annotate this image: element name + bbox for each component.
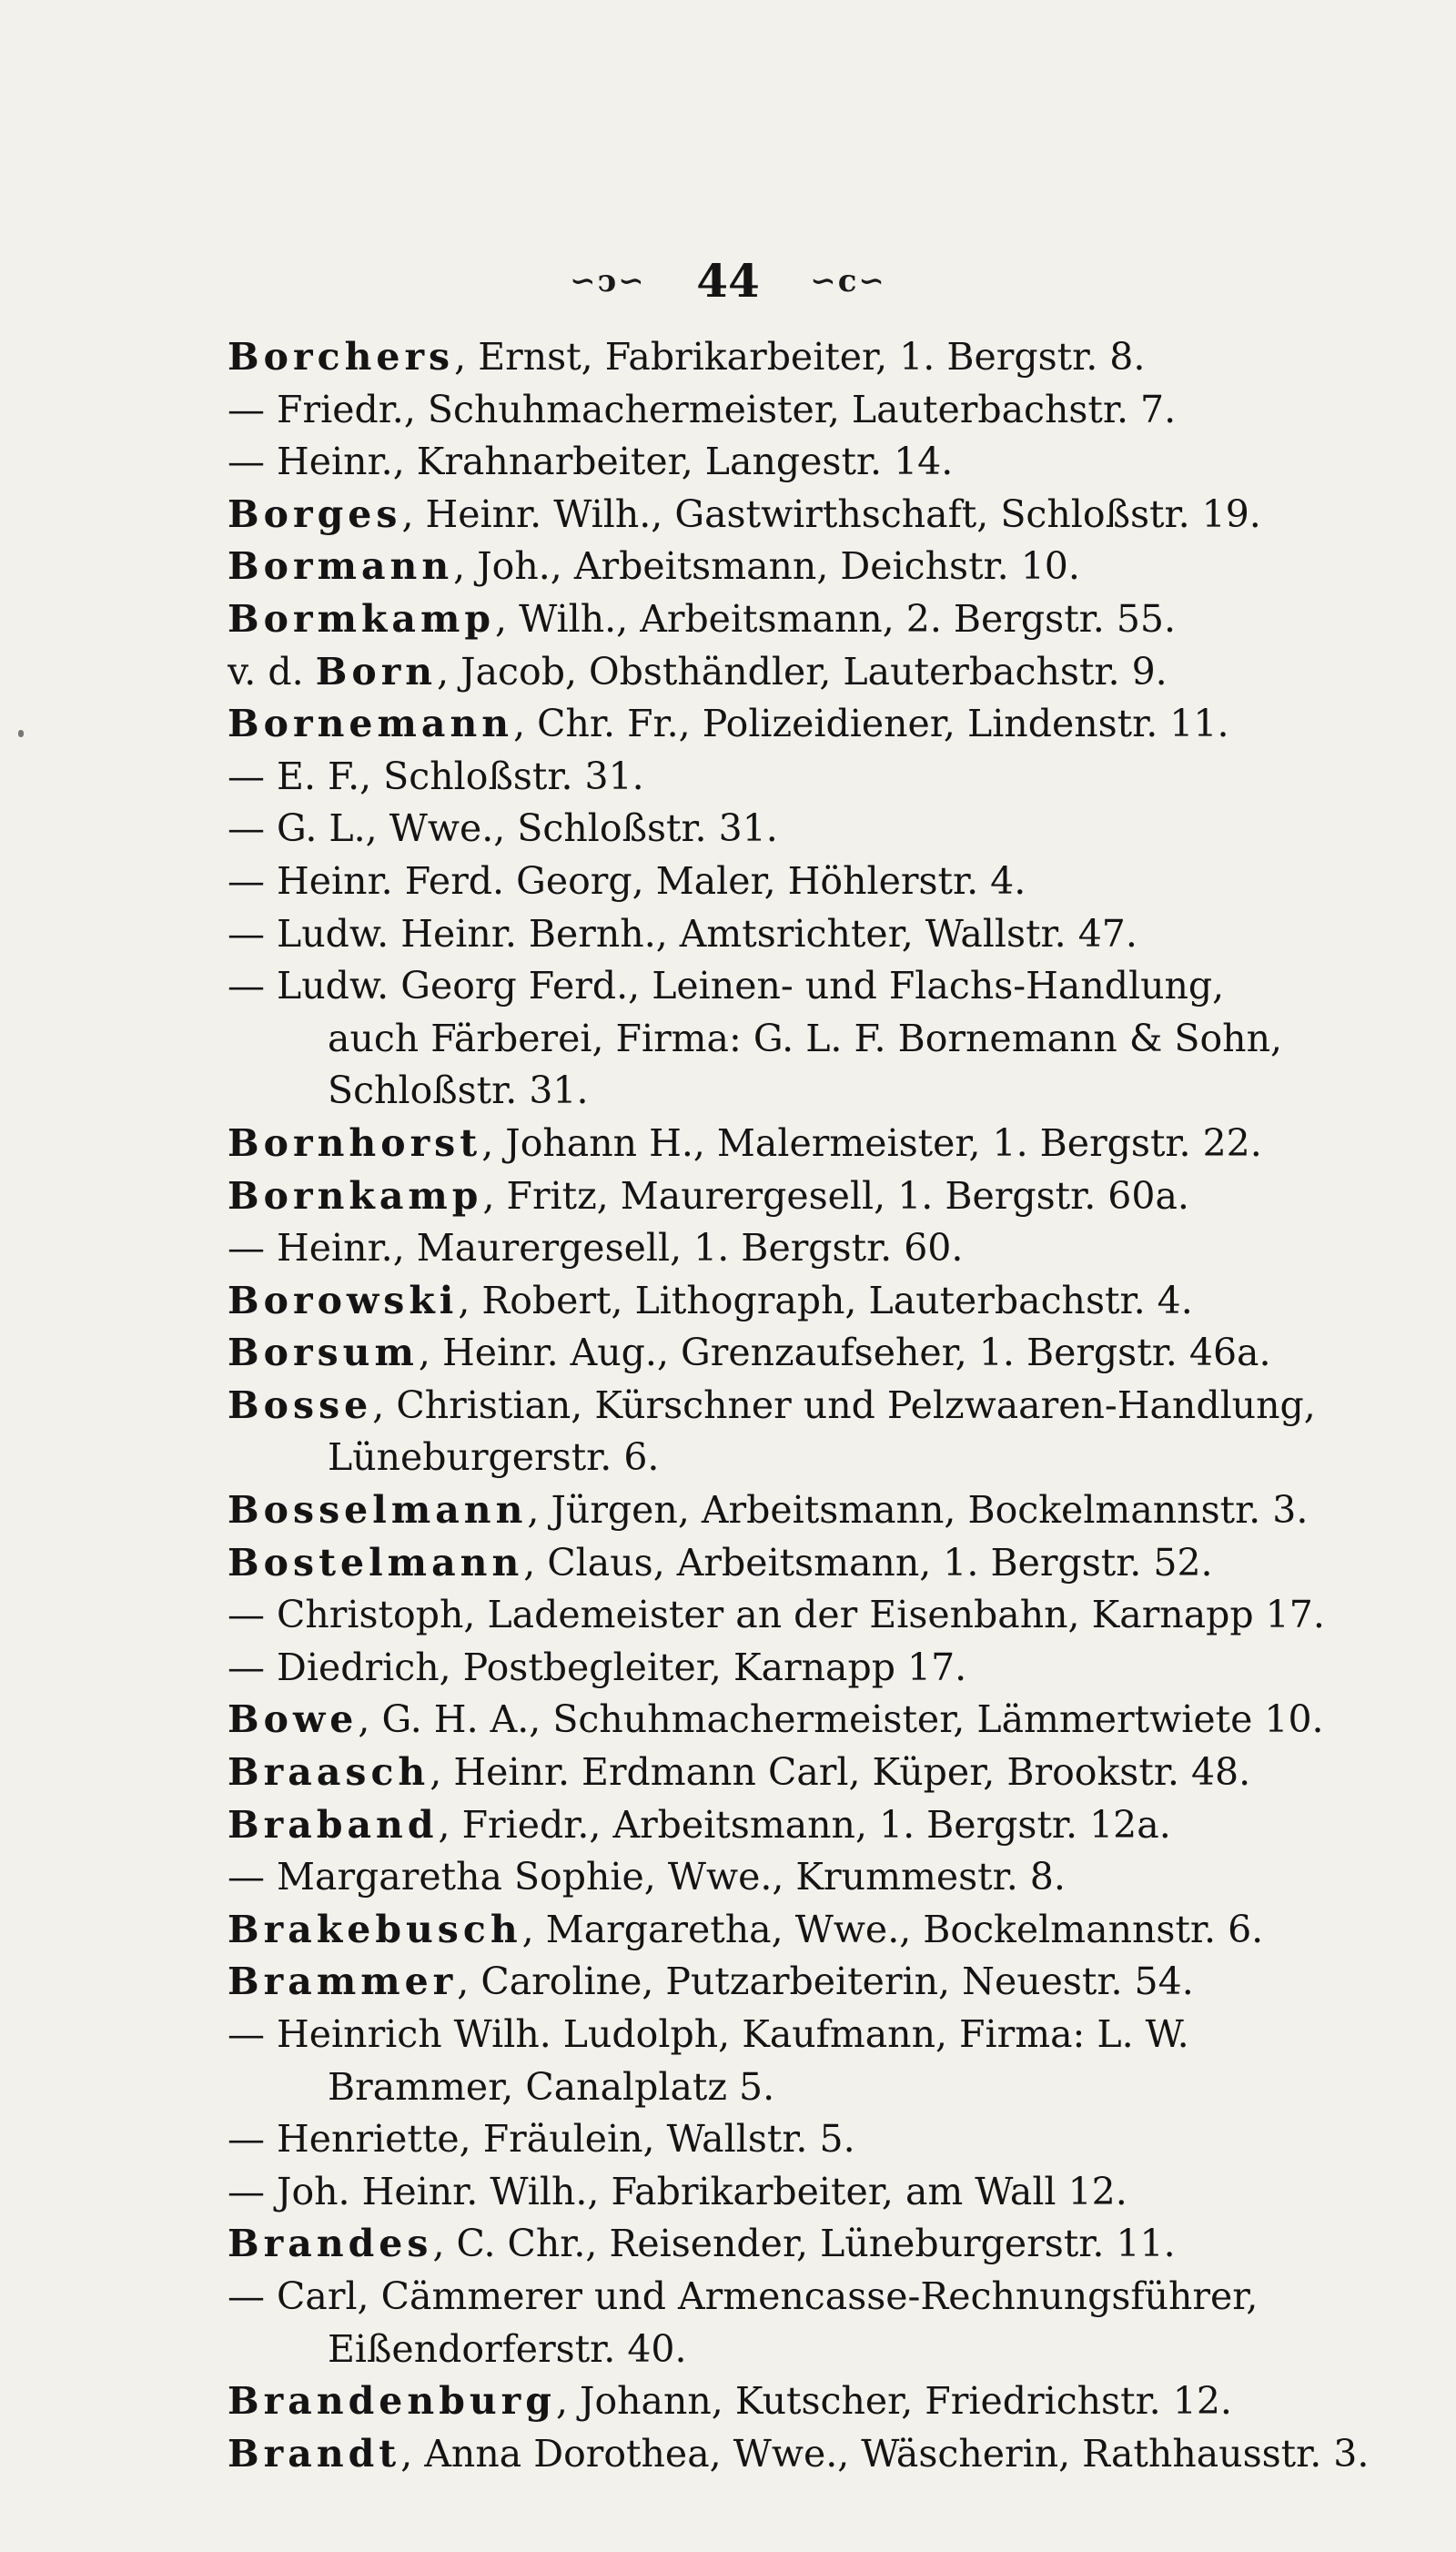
entry-line: [228, 384, 1374, 437]
entry-line: [228, 2009, 1374, 2061]
entry-surname: Borchers: [228, 335, 455, 379]
entry-details: — Diedrich, Postbegleiter, Karnapp 17.: [228, 1645, 967, 1689]
left-ornament: ∽ↄ∽: [570, 263, 646, 299]
entry-details: — E. F., Schloßstr. 31.: [228, 754, 644, 798]
entry-details: — Heinr. Ferd. Georg, Maler, Höhlerstr. 4.: [228, 858, 1026, 903]
entry-line: [228, 1851, 1374, 1904]
entry-line: [228, 1275, 1374, 1328]
entry-details: — Carl, Cämmerer und Armencasse-Rechnungsführer,: [228, 2274, 1259, 2318]
entry-surname: Braband: [228, 1802, 439, 1847]
entry-details: , Caroline, Putzarbeiterin, Neuestr. 54.: [457, 1960, 1194, 2004]
entry-details: , Jacob, Obsthändler, Lauterbachstr. 9.: [437, 649, 1168, 694]
entry-line: [228, 436, 1374, 489]
entry-surname: Brandenburg: [228, 2379, 556, 2424]
entry-details: , Johann H., Malermeister, 1. Bergstr. 22.: [481, 1120, 1262, 1165]
entry-line: [228, 2218, 1374, 2271]
entry-details: , Joh., Arbeitsmann, Deichstr. 10.: [453, 544, 1080, 589]
entry-details: , Ernst, Fabrikarbeiter, 1. Bergstr. 8.: [454, 335, 1146, 379]
entry-line: [228, 803, 1374, 856]
entry-line: [228, 1799, 1374, 1852]
entry-details: — Heinr., Maurergesell, 1. Bergstr. 60.: [228, 1226, 964, 1271]
entry-details: , Claus, Arbeitsmann, 1. Bergstr. 52.: [523, 1540, 1213, 1585]
entry-surname: Braasch: [228, 1750, 430, 1795]
entry-details: , Anna Dorothea, Wwe., Wäscherin, Rathhausstr. 3.: [400, 2431, 1370, 2476]
entry-line: [228, 1956, 1374, 2009]
entry-line: [228, 1380, 1374, 1433]
entry-continuation-line: [228, 1432, 1374, 1484]
entry-surname: Borges: [228, 491, 402, 536]
entry-details: — G. L., Wwe., Schloßstr. 31.: [228, 806, 778, 851]
entry-line: [228, 1589, 1374, 1642]
page-header: [0, 246, 1456, 313]
entry-details: auch Färberei, Firma: G. L. F. Bornemann & Sohn,: [328, 1016, 1283, 1060]
entry-line: [228, 2271, 1374, 2324]
entry-line: [228, 331, 1374, 384]
entry-continuation-line: [228, 1013, 1374, 1066]
entry-line: [228, 2375, 1374, 2428]
entry-continuation-line: [228, 2324, 1374, 2376]
entry-surname: Bosselmann: [228, 1488, 528, 1533]
entry-line: [228, 960, 1374, 1013]
entry-details: , G. H. A., Schuhmachermeister, Lämmertwiete 10.: [358, 1697, 1324, 1742]
entry-details: , Robert, Lithograph, Lauterbachstr. 4.: [458, 1278, 1193, 1322]
entry-surname: Bowe: [228, 1697, 359, 1742]
entry-line: [228, 2166, 1374, 2219]
entry-line: [228, 1484, 1374, 1537]
entry-details: — Heinr., Krahnarbeiter, Langestr. 14.: [228, 440, 954, 484]
entry-line: [228, 2113, 1374, 2166]
entry-details: , Friedr., Arbeitsmann, 1. Bergstr. 12a.: [438, 1802, 1171, 1847]
entry-details: , Wilh., Arbeitsmann, 2. Bergstr. 55.: [495, 596, 1177, 641]
entry-surname: Born: [315, 649, 438, 694]
entry-details: Lüneburgerstr. 6.: [328, 1435, 660, 1480]
entry-details: Schloßstr. 31.: [328, 1068, 589, 1113]
entry-details: , Christian, Kürschner und Pelzwaaren-Handlung,: [372, 1382, 1316, 1427]
entry-line: [228, 856, 1374, 908]
entry-line: [228, 1537, 1374, 1590]
entry-surname: Bosse: [228, 1382, 373, 1427]
entry-details: , Margaretha, Wwe., Bockelmannstr. 6.: [521, 1907, 1264, 1951]
entry-surname: Brandes: [228, 2222, 433, 2266]
entry-continuation-line: [228, 1065, 1374, 1118]
entry-surname: Brandt: [228, 2431, 401, 2476]
entry-line: [228, 1170, 1374, 1223]
entry-surname: Borowski: [228, 1278, 459, 1322]
entry-line: [228, 751, 1374, 804]
entry-surname: Brammer: [228, 1960, 458, 2004]
entry-line: [228, 908, 1374, 961]
entry-line: [228, 593, 1374, 646]
entry-details: — Henriette, Fräulein, Wallstr. 5.: [228, 2117, 855, 2162]
entry-details: , Johann, Kutscher, Friedrichstr. 12.: [555, 2379, 1232, 2424]
entry-line: [228, 1747, 1374, 1799]
entry-prefix: v. d.: [228, 649, 316, 694]
entry-details: Eißendorferstr. 40.: [328, 2326, 687, 2371]
entry-line: [228, 1327, 1374, 1380]
entry-line: [228, 1694, 1374, 1747]
entry-surname: Bornhorst: [228, 1120, 482, 1165]
entry-line: [228, 1118, 1374, 1170]
entry-details: — Heinrich Wilh. Ludolph, Kaufmann, Firma: L. W.: [228, 2012, 1189, 2056]
entry-details: — Ludw. Georg Ferd., Leinen- und Flachs-Handlung,: [228, 964, 1225, 1008]
directory-entries: [228, 331, 1374, 2480]
entry-details: , Heinr. Erdmann Carl, Küper, Brookstr. 48.: [430, 1750, 1251, 1795]
entry-surname: Brakebusch: [228, 1907, 522, 1951]
entry-surname: Bormkamp: [228, 596, 496, 641]
entry-surname: Borsum: [228, 1331, 419, 1375]
entry-line: [228, 1904, 1374, 1957]
entry-details: — Christoph, Lademeister an der Eisenbahn, Karnapp 17.: [228, 1593, 1325, 1637]
entry-details: , Jürgen, Arbeitsmann, Bockelmannstr. 3.: [527, 1488, 1309, 1533]
entry-details: , Chr. Fr., Polizeidiener, Lindenstr. 11.: [513, 702, 1229, 746]
entry-details: , C. Chr., Reisender, Lüneburgerstr. 11.: [432, 2222, 1176, 2266]
entry-details: , Fritz, Maurergesell, 1. Bergstr. 60a.: [482, 1173, 1189, 1218]
entry-continuation-line: [228, 2061, 1374, 2114]
page-number: 44: [696, 254, 760, 308]
entry-line: [228, 2428, 1374, 2481]
entry-details: — Joh. Heinr. Wilh., Fabrikarbeiter, am Wall 12.: [228, 2169, 1127, 2213]
entry-details: , Heinr. Aug., Grenzaufseher, 1. Bergstr. 46a.: [418, 1331, 1271, 1375]
entry-surname: Bormann: [228, 544, 454, 589]
entry-details: — Ludw. Heinr. Bernh., Amtsrichter, Wallstr. 47.: [228, 911, 1138, 956]
entry-details: — Friedr., Schuhmachermeister, Lauterbachstr. 7.: [228, 387, 1177, 431]
entry-surname: Bostelmann: [228, 1540, 524, 1585]
entry-line: [228, 646, 1374, 699]
entry-surname: Bornemann: [228, 702, 514, 746]
right-ornament: ∽c∽: [810, 263, 886, 299]
entry-line: [228, 541, 1374, 593]
entry-details: Brammer, Canalplatz 5.: [328, 2064, 775, 2109]
entry-line: [228, 1642, 1374, 1695]
entry-surname: Bornkamp: [228, 1173, 483, 1218]
entry-line: [228, 698, 1374, 751]
entry-details: , Heinr. Wilh., Gastwirthschaft, Schloßstr. 19.: [401, 491, 1261, 536]
page-speck: [18, 730, 24, 737]
entry-details: — Margaretha Sophie, Wwe., Krummestr. 8.: [228, 1855, 1066, 1899]
entry-line: [228, 489, 1374, 542]
entry-line: [228, 1222, 1374, 1275]
